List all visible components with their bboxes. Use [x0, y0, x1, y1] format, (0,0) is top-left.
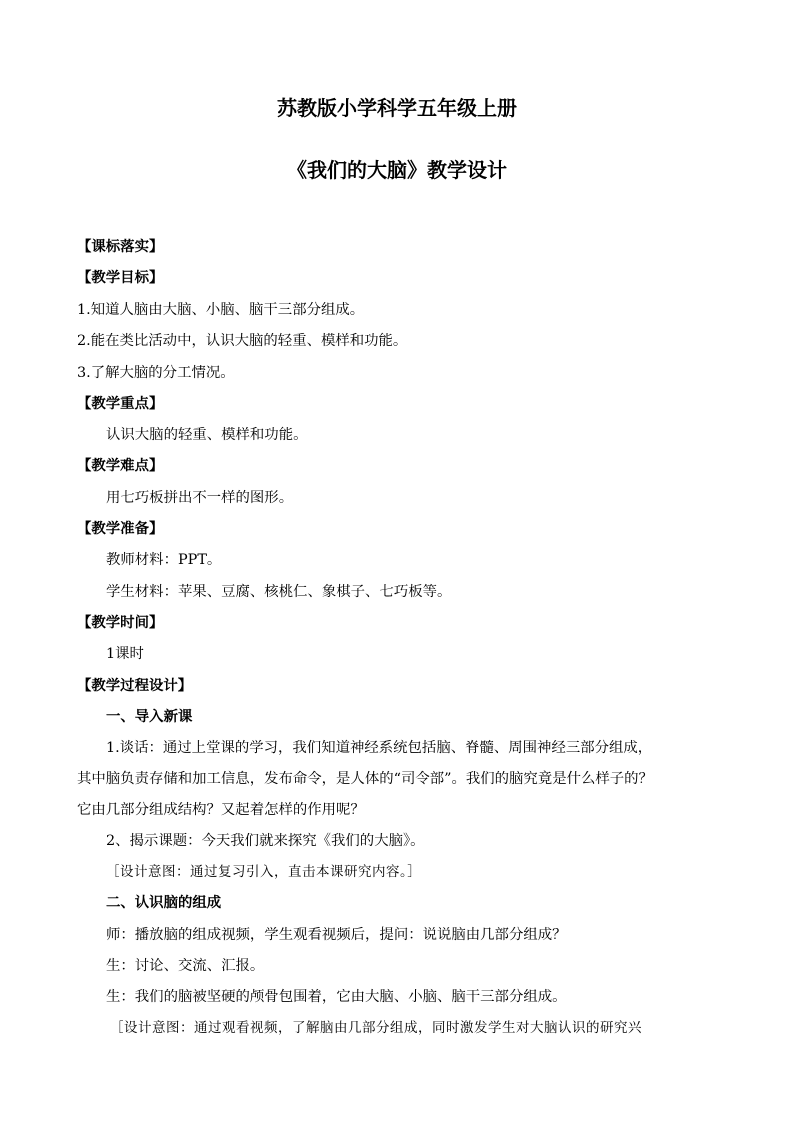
doc-title-main: 苏教版小学科学五年级上册 — [277, 96, 517, 120]
part2-heading: 二、认识脑的组成 — [106, 895, 222, 911]
part1-para1-line1: 1.谈话：通过上堂课的学习，我们知道神经系统包括脑、脊髓、周围神经三部分组成， — [106, 740, 653, 756]
section-heading-nandian: 【教学难点】 — [77, 458, 164, 474]
difficulty-text: 用七巧板拼出不一样的图形。 — [106, 490, 294, 506]
materials-teacher: 教师材料：PPT。 — [106, 552, 222, 568]
part1-para1-line3: 它由几部分组成结构？又起着怎样的作用呢？ — [77, 802, 365, 818]
materials-student: 学生材料：苹果、豆腐、核桃仁、象棋子、七巧板等。 — [106, 584, 452, 600]
part2-line2: 生：讨论、交流、汇报。 — [106, 958, 265, 974]
part1-design-note: ［设计意图：通过复习引入，直击本课研究内容。］ — [106, 864, 422, 880]
section-heading-zhongdian: 【教学重点】 — [77, 396, 164, 412]
part2-line3: 生：我们的脑被坚硬的颅骨包围着，它由大脑、小脑、脑干三部分组成。 — [106, 989, 567, 1005]
goal-item-1: 1.知道人脑由大脑、小脑、脑干三部分组成。 — [77, 302, 365, 318]
part1-para1-line2: 其中脑负责存储和加工信息，发布命令，是人体的“司令部”。我们的脑究竟是什么样子的？ — [77, 771, 653, 787]
section-heading-guocheng: 【教学过程设计】 — [77, 678, 193, 694]
goal-item-3: 3.了解大脑的分工情况。 — [77, 365, 235, 381]
section-heading-kebiao: 【课标落实】 — [77, 239, 164, 255]
key-point-text: 认识大脑的轻重、模样和功能。 — [106, 427, 308, 443]
goal-item-2: 2.能在类比活动中，认识大脑的轻重、模样和功能。 — [77, 333, 408, 349]
doc-title-lesson: 《我们的大脑》教学设计 — [287, 158, 507, 182]
section-heading-mubiao: 【教学目标】 — [77, 270, 164, 286]
part1-para2: 2、揭示课题：今天我们就来探究《我们的大脑》。 — [106, 833, 425, 849]
part2-line1: 师：播放脑的组成视频，学生观看视频后，提问：说说脑由几部分组成？ — [106, 927, 567, 943]
part2-design-note: ［设计意图：通过观看视频，了解脑由几部分组成，同时激发学生对大脑认识的研究兴 — [110, 1020, 642, 1036]
time-text: 1课时 — [106, 646, 144, 662]
part1-heading: 一、导入新课 — [106, 709, 193, 725]
section-heading-shijian: 【教学时间】 — [77, 615, 164, 631]
section-heading-zhunbei: 【教学准备】 — [77, 521, 164, 537]
